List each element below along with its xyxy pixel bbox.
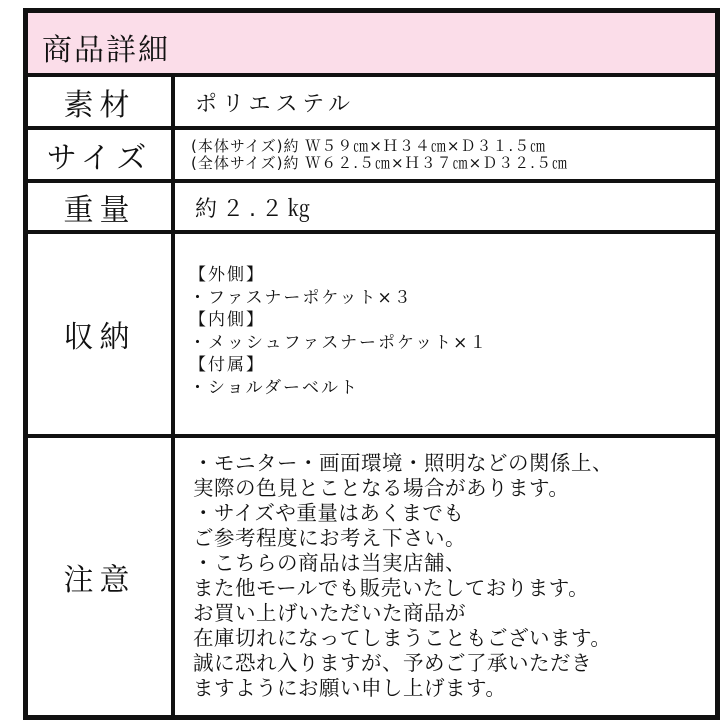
table-header bbox=[28, 13, 715, 77]
storage-line: 【付属】 bbox=[189, 355, 265, 375]
storage-line: ・ショルダーベルト bbox=[189, 377, 359, 398]
row-size bbox=[28, 130, 715, 183]
weight-label: 重量 bbox=[28, 183, 175, 230]
page-title: 商品詳細 bbox=[42, 33, 170, 68]
weight-cell bbox=[175, 183, 715, 230]
storage-label: 収納 bbox=[28, 234, 175, 434]
weight-value: 約２.２㎏ bbox=[195, 197, 315, 222]
row-notes bbox=[28, 438, 715, 715]
storage-line: 【外側】 bbox=[189, 265, 265, 285]
size-cell bbox=[175, 130, 715, 179]
notes-line: お買い上げいただいた商品が bbox=[193, 601, 466, 625]
size-line: (本体サイズ)約 Ｗ５９㎝×Ｈ３４㎝×Ｄ３１.５㎝ bbox=[191, 137, 547, 155]
notes-line: ・モニター・画面環境・照明などの関係上、 bbox=[193, 451, 613, 475]
storage-line: 【内側】 bbox=[189, 310, 265, 330]
row-storage bbox=[28, 234, 715, 438]
storage-line: ・ファスナーポケット×３ bbox=[189, 287, 413, 308]
storage-cell bbox=[175, 234, 715, 434]
notes-line: ・サイズや重量はあくまでも bbox=[193, 501, 465, 525]
material-value: ポリエステル bbox=[195, 92, 356, 117]
notes-label: 注意 bbox=[28, 438, 175, 715]
notes-cell bbox=[175, 438, 715, 715]
size-line: (全体サイズ)約 Ｗ６２.５㎝×Ｈ３７㎝×Ｄ３２.５㎝ bbox=[191, 154, 568, 172]
notes-line: ・こちらの商品は当実店舗、 bbox=[193, 551, 466, 575]
notes-line: 誠に恐れ入りますが、予めご了承いただき bbox=[193, 651, 592, 675]
notes-line: ますようにお願い申し上げます。 bbox=[193, 676, 507, 700]
material-label: 素材 bbox=[28, 77, 175, 126]
row-weight bbox=[28, 183, 715, 234]
notes-line: また他モールでも販売いたしております。 bbox=[193, 576, 590, 600]
storage-line: ・メッシュファスナーポケット×１ bbox=[189, 332, 489, 353]
notes-line: ご参考程度にお考え下さい。 bbox=[193, 526, 466, 550]
material-cell bbox=[175, 77, 715, 126]
notes-line: 在庫切れになってしまうこともございます。 bbox=[193, 626, 612, 650]
notes-line: 実際の色見とことなる場合があります。 bbox=[193, 476, 570, 500]
product-details-table bbox=[23, 8, 720, 720]
size-label: サイズ bbox=[28, 130, 175, 179]
row-material bbox=[28, 77, 715, 130]
